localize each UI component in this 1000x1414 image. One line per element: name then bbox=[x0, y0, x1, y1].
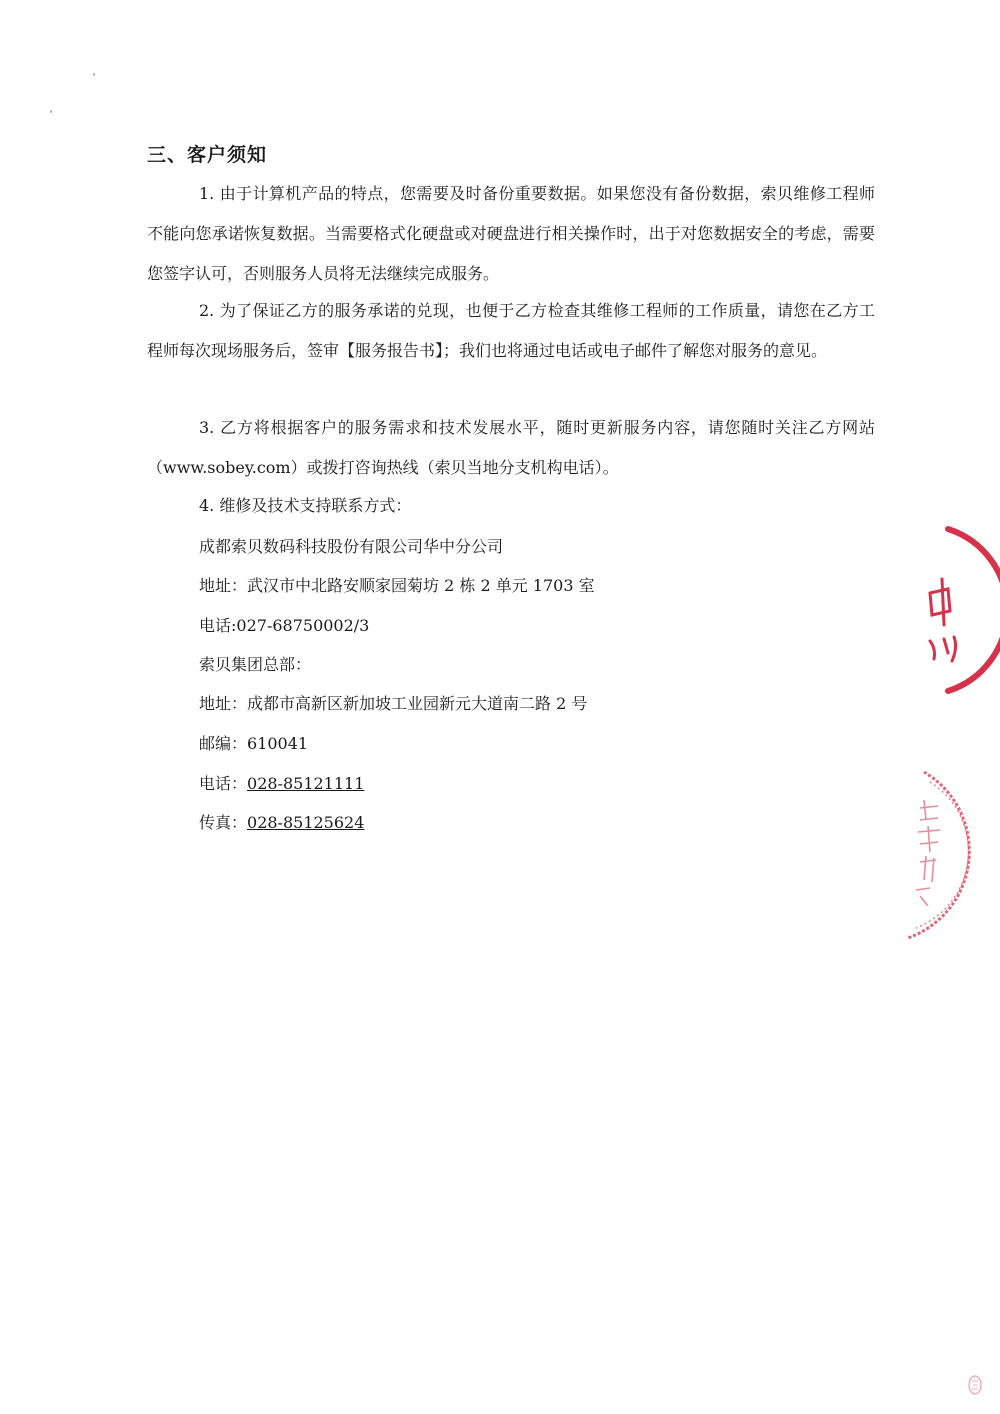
red-seal-top-fragment bbox=[890, 515, 1000, 705]
phone-value: 027-68750002/3 bbox=[236, 616, 370, 635]
notice-paragraph-3: 3. 乙方将根据客户的服务需求和技术发展水平，随时更新服务内容，请您随时关注乙方网站（www.sobey.com）或拨打咨询热线（索贝当地分支机构电话）。 bbox=[147, 418, 875, 477]
phone-label: 电话: bbox=[199, 616, 237, 635]
headquarters-fax bbox=[199, 811, 364, 835]
address-value: 武汉市中北路安顺家园菊坊 2 栋 2 单元 1703 室 bbox=[247, 576, 595, 595]
phone-value: 028-85121111 bbox=[247, 774, 365, 793]
fax-label: 传真： bbox=[199, 813, 248, 832]
notice-paragraph-1: 1. 由于计算机产品的特点，您需要及时备份重要数据。如果您没有备份数据，索贝维修工程师不能向您承诺恢复数据。当需要格式化硬盘或对硬盘进行相关操作时，出于对您数据安全的考虑，需要您签字认可，否则服务人员将无法继续完成服务。 bbox=[147, 184, 875, 283]
wuhan-address bbox=[199, 574, 595, 598]
address-value: 成都市高新区新加坡工业园新元大道南二路 2 号 bbox=[247, 694, 588, 713]
contact-heading: 4. 维修及技术支持联系方式： bbox=[199, 496, 412, 515]
section-title: 三、客户须知 bbox=[147, 144, 268, 166]
small-chop-mark bbox=[964, 1374, 986, 1396]
scan-speck bbox=[50, 110, 52, 113]
headquarters-postcode bbox=[199, 732, 308, 756]
notice-paragraph-2: 2. 为了保证乙方的服务承诺的兑现，也便于乙方检查其维修工程师的工作质量，请您在乙方工程师每次现场服务后，签审【服务报告书】；我们也将通过电话或电子邮件了解您对服务的意见。 bbox=[147, 301, 875, 360]
wuhan-company-name: 成都索贝数码科技股份有限公司华中分公司 bbox=[199, 537, 504, 556]
address-label: 地址： bbox=[199, 576, 248, 595]
postcode-value: 610041 bbox=[247, 734, 309, 753]
red-seal-bottom-fragment bbox=[890, 760, 1000, 950]
wuhan-phone bbox=[199, 614, 369, 638]
scan-speck bbox=[93, 73, 95, 76]
phone-label: 电话： bbox=[199, 774, 248, 793]
headquarters-title: 索贝集团总部： bbox=[199, 655, 312, 674]
postcode-label: 邮编： bbox=[199, 734, 248, 753]
headquarters-phone bbox=[199, 772, 364, 796]
fax-value: 028-85125624 bbox=[247, 813, 365, 832]
headquarters-address bbox=[199, 692, 587, 716]
address-label: 地址： bbox=[199, 694, 248, 713]
